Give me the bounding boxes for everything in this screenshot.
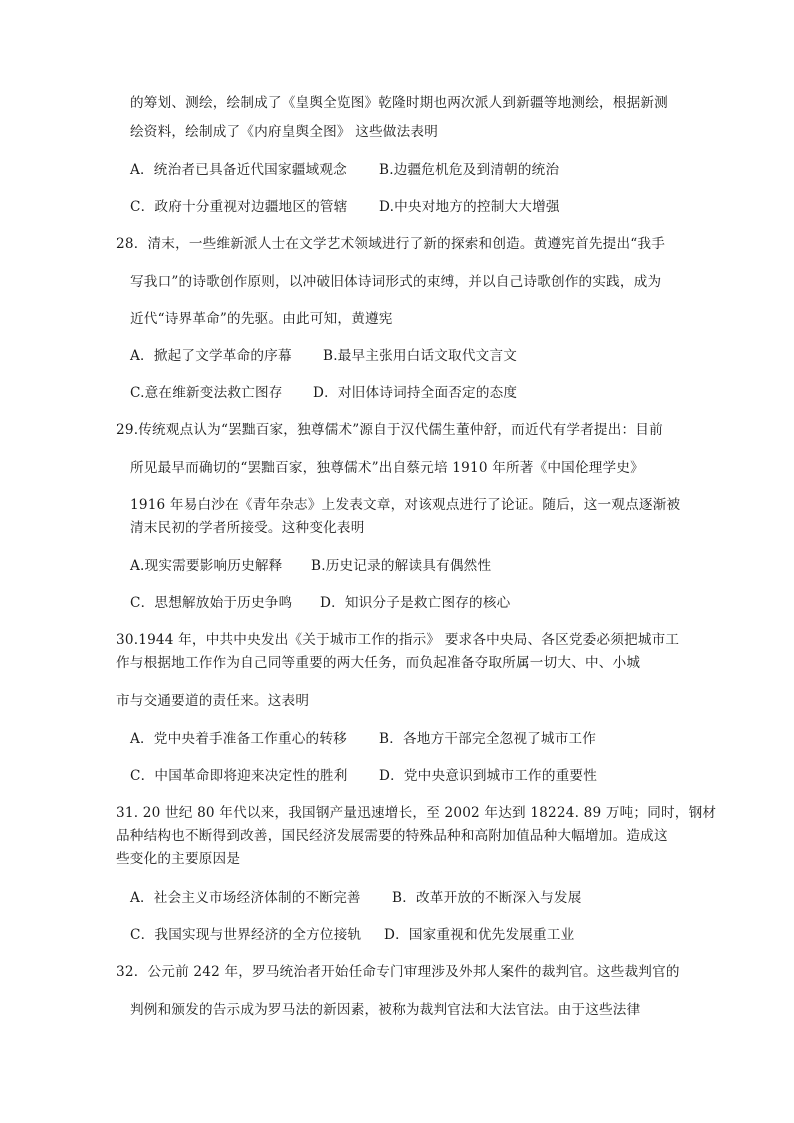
q31-stem-line-2: 品种结构也不断得到改善，国民经济发展需要的特殊品种和高附加值品种大幅增加。造成这	[116, 828, 668, 844]
q29-stem-line-4: 清末民初的学者所接受。这种变化表明	[130, 520, 365, 536]
q29-option-c: C．思想解放始于历史争鸣	[130, 595, 293, 611]
q28-option-c: C.意在维新变法救亡图存	[130, 385, 283, 401]
q28-option-a: A．掀起了文学革命的序幕	[130, 348, 292, 364]
q29-option-b: B.历史记录的解读具有偶然性	[311, 558, 492, 574]
q30-stem-line-3: 市与交通要道的责任来。这表明	[116, 693, 310, 709]
q29-option-d: D．知识分子是救亡图存的核心	[320, 595, 511, 611]
q27-option-a: A．统治者已具备近代国家疆域观念	[130, 162, 347, 178]
q32-stem-line-2: 判例和颁发的告示成为罗马法的新因素，被称为裁判官法和大法官法。由于这些法律	[130, 1002, 641, 1018]
q27-stem-line-2: 绘资料，绘制成了《内府皇舆全图》 这些做法表明	[130, 124, 438, 140]
q27-option-b: B.边疆危机危及到清朝的统治	[379, 162, 560, 178]
q27-option-c: C．政府十分重视对边疆地区的管辖	[130, 199, 348, 215]
q30-stem-line-2: 作与根据地工作作为自己同等重要的两大任务，而负起准备夺取所属一切大、中、小城	[116, 655, 641, 671]
q27-option-d: D.中央对地方的控制大大增强	[379, 199, 560, 215]
q30-option-b: B．各地方干部完全忽视了城市工作	[379, 731, 597, 747]
q28-option-d: D．对旧体诗词持全面否定的态度	[313, 385, 518, 401]
q29-stem-line-1: 29.传统观点认为“罢黜百家，独尊儒术”源自于汉代儒生董仲舒，而近代有学者提出：目前	[116, 422, 663, 438]
q28-stem-line-1: 28．清末，一些维新派人士在文学艺术领域进行了新的探索和创造。黄遵宪首先提出“我手	[116, 236, 666, 252]
q30-option-c: C．中国革命即将迎来决定性的胜利	[130, 768, 348, 784]
q31-stem-line-3: 些变化的主要原因是	[116, 851, 241, 867]
q29-stem-line-2: 所见最早而确切的“罢黜百家，独尊儒术”出自蔡元培 1910 年所著《中国伦理学史》	[130, 460, 644, 476]
q31-option-c: C．我国实现与世界经济的全方位接轨	[130, 927, 362, 943]
q30-option-a: A．党中央着手准备工作重心的转移	[130, 731, 347, 747]
q28-stem-line-2: 写我口”的诗歌创作原则，以冲破旧体诗词形式的束缚，并以自己诗歌创作的实践，成为	[130, 274, 662, 290]
q30-stem-line-1: 30.1944 年，中共中央发出《关于城市工作的指示》 要求各中央局、各区党委必须把城市工	[116, 632, 680, 648]
q32-stem-line-1: 32．公元前 242 年，罗马统治者开始任命专门审理涉及外邦人案件的裁判官。这些裁判官的	[116, 964, 680, 980]
q30-option-d: D．党中央意识到城市工作的重要性	[379, 768, 598, 784]
q29-option-a: A.现实需要影响历史解释	[130, 558, 283, 574]
q31-stem-line-1: 31. 20 世纪 80 年代以来，我国钢产量迅速增长，至 2002 年达到 18224. 89 万吨；同时，钢材	[116, 805, 717, 821]
q28-stem-line-3: 近代“诗界革命”的先驱。由此可知，黄遵宪	[130, 311, 393, 327]
q28-option-b: B.最早主张用白话文取代文言文	[323, 348, 518, 364]
q29-stem-line-3: 1916 年易白沙在《青年杂志》上发表文章，对该观点进行了论证。随后，这一观点逐渐被	[130, 497, 681, 513]
q31-option-a: A．社会主义市场经济体制的不断完善	[130, 890, 361, 906]
q31-option-b: B．改革开放的不断深入与发展	[392, 890, 582, 906]
q31-option-d: D．国家重视和优先发展重工业	[384, 927, 575, 943]
q27-stem-line-1: 的筹划、测绘，绘制成了《皇舆全览图》乾隆时期也两次派人到新疆等地测绘，根据新测	[130, 95, 668, 111]
